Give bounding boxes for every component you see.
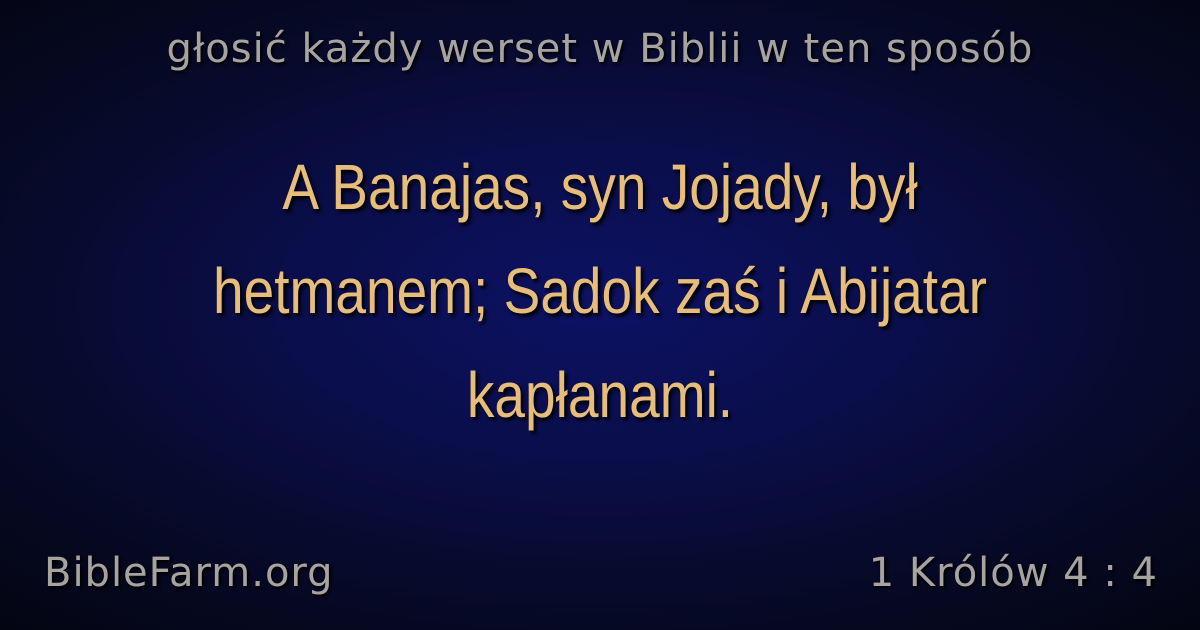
- tagline: głosić każdy werset w Biblii w ten sposób: [166, 26, 1034, 72]
- verse-text: [136, 135, 1065, 447]
- verse-reference: 1 Królów 4 : 4: [868, 550, 1158, 596]
- site-name: BibleFarm.org: [44, 550, 334, 596]
- verse-line: A Banajas, syn Jojady, był: [282, 151, 918, 223]
- verse-line: kapłanami.: [466, 359, 734, 431]
- verse-line: hetmanem; Sadok zaś i Abijatar: [212, 255, 988, 327]
